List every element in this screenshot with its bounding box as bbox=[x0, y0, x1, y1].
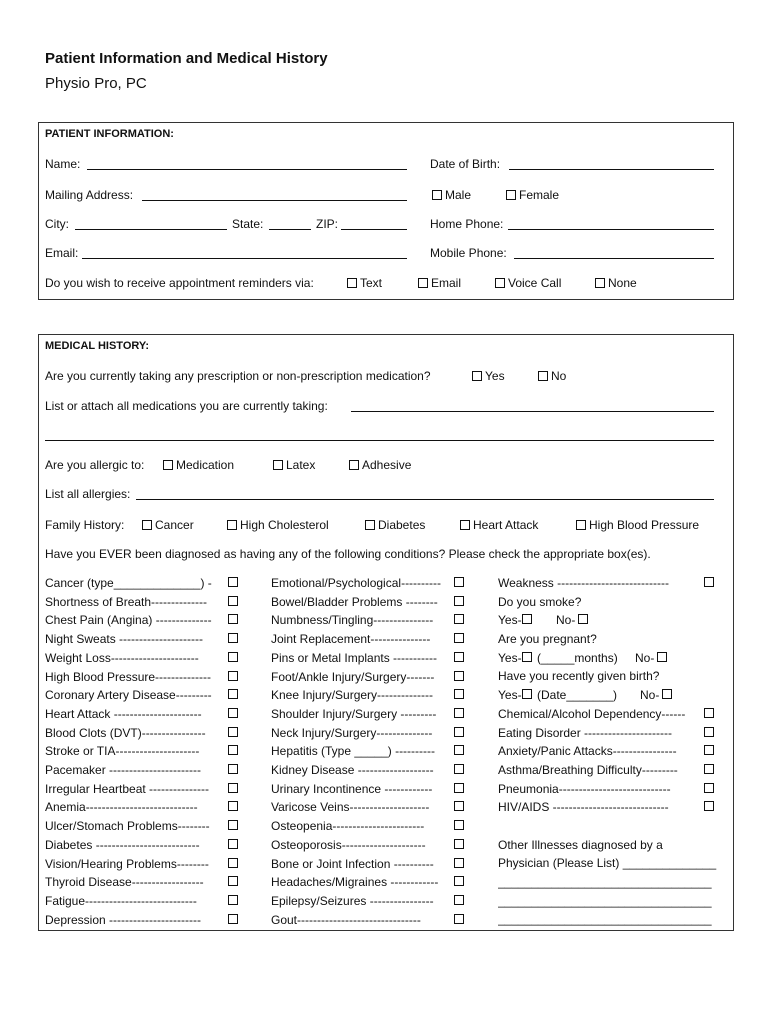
allergy-medication-checkbox[interactable] bbox=[163, 460, 173, 470]
condition-eating-disorder-checkbox[interactable] bbox=[704, 727, 714, 737]
rx-yes-checkbox[interactable] bbox=[472, 371, 482, 381]
reminder-text-option[interactable] bbox=[347, 276, 382, 290]
reminder-email-label: Email bbox=[431, 276, 462, 290]
condition-label: Thyroid Disease------------------ bbox=[45, 875, 204, 890]
conditions-question: Have you EVER been diagnosed as having any of the following conditions? Please check the appropriate box(es). bbox=[45, 547, 651, 561]
condition-anxiety: Anxiety/Panic Attacks---------------- bbox=[498, 744, 677, 758]
condition-checkbox[interactable] bbox=[454, 783, 464, 793]
condition-checkbox[interactable] bbox=[454, 895, 464, 905]
reminder-none-option[interactable] bbox=[595, 276, 637, 290]
zip-label: ZIP: bbox=[316, 217, 339, 231]
female-label: Female bbox=[519, 188, 560, 202]
given-birth-question: Have you recently given birth? bbox=[498, 669, 660, 683]
condition-label: Headaches/Migraines ------------ bbox=[271, 875, 439, 890]
condition-checkbox[interactable] bbox=[454, 801, 464, 811]
reminder-voice-option[interactable] bbox=[495, 276, 561, 290]
condition-pneumonia-checkbox[interactable] bbox=[704, 783, 714, 793]
birth-no-label: No- bbox=[640, 688, 660, 702]
condition-checkbox[interactable] bbox=[228, 820, 238, 830]
reminder-email-checkbox[interactable] bbox=[418, 278, 428, 288]
condition-label: Anemia---------------------------- bbox=[45, 800, 198, 815]
condition-label: Emotional/Psychological---------- bbox=[271, 576, 442, 590]
rx-no-label: No bbox=[551, 369, 567, 383]
condition-label: Kidney Disease ------------------- bbox=[271, 763, 434, 777]
condition-label: Hepatitis (Type _____) ---------- bbox=[271, 744, 436, 759]
fh-high-bp-option[interactable] bbox=[576, 518, 699, 532]
condition-label: Weight Loss---------------------- bbox=[45, 650, 199, 665]
medications-label: List or attach all medications you are currently taking: bbox=[45, 399, 328, 413]
patient-info-header: PATIENT INFORMATION: bbox=[45, 128, 174, 140]
condition-hiv: HIV/AIDS ----------------------------- bbox=[498, 800, 669, 814]
condition-chemical-dependency: Chemical/Alcohol Dependency------ bbox=[498, 707, 686, 721]
male-checkbox[interactable] bbox=[432, 190, 442, 200]
fh-cancer-checkbox[interactable] bbox=[142, 520, 152, 530]
condition-weakness: Weakness ---------------------------- bbox=[498, 576, 670, 590]
condition-label: Blood Clots (DVT)---------------- bbox=[45, 725, 206, 740]
condition-checkbox[interactable] bbox=[454, 727, 464, 737]
fh-diabetes-label: Diabetes bbox=[378, 518, 426, 532]
pregnant-no-label: No- bbox=[635, 651, 655, 665]
birth-no-checkbox[interactable] bbox=[662, 689, 672, 699]
condition-anxiety-checkbox[interactable] bbox=[704, 745, 714, 755]
condition-label: Knee Injury/Surgery-------------- bbox=[271, 688, 433, 703]
zip-field[interactable] bbox=[341, 229, 407, 230]
condition-label: Heart Attack ---------------------- bbox=[45, 706, 202, 721]
condition-checkbox[interactable] bbox=[228, 633, 238, 643]
condition-label: Gout------------------------------- bbox=[271, 912, 421, 927]
birth-date-field[interactable]: (Date_______) bbox=[537, 688, 618, 702]
condition-label: Joint Replacement--------------- bbox=[271, 632, 431, 647]
fh-cancer-option[interactable] bbox=[142, 518, 194, 532]
medications-field[interactable] bbox=[351, 411, 714, 412]
reminder-none-label: None bbox=[608, 276, 637, 290]
city-field[interactable] bbox=[75, 229, 227, 230]
mailing-address-field[interactable] bbox=[142, 200, 407, 201]
condition-checkbox[interactable] bbox=[454, 914, 464, 924]
allergy-latex-label: Latex bbox=[286, 458, 316, 472]
condition-checkbox[interactable] bbox=[454, 708, 464, 718]
condition-checkbox[interactable] bbox=[228, 876, 238, 886]
condition-checkbox[interactable] bbox=[228, 801, 238, 811]
pregnant-months-field[interactable]: (_____months) bbox=[537, 651, 618, 665]
condition-label: Urinary Incontinence ------------ bbox=[271, 781, 433, 796]
pregnant-question: Are you pregnant? bbox=[498, 632, 597, 646]
condition-checkbox[interactable] bbox=[454, 839, 464, 849]
city-label: City: bbox=[45, 217, 69, 231]
pregnant-yes-checkbox[interactable] bbox=[522, 652, 532, 662]
other-illnesses-field[interactable]: Physician (Please List) ______________ bbox=[498, 856, 717, 870]
condition-checkbox[interactable] bbox=[228, 895, 238, 905]
rx-yes-label: Yes bbox=[485, 369, 505, 383]
allergy-adhesive-label: Adhesive bbox=[362, 458, 412, 472]
condition-checkbox[interactable] bbox=[454, 652, 464, 662]
condition-asthma: Asthma/Breathing Difficulty--------- bbox=[498, 763, 678, 777]
mobile-phone-field[interactable] bbox=[514, 258, 714, 259]
fh-heart-attack-checkbox[interactable] bbox=[460, 520, 470, 530]
condition-label: Osteoporosis--------------------- bbox=[271, 837, 426, 852]
condition-checkbox[interactable] bbox=[228, 671, 238, 681]
fh-diabetes-option[interactable] bbox=[365, 518, 425, 532]
pregnant-yes-label: Yes- bbox=[498, 651, 522, 665]
condition-checkbox[interactable] bbox=[454, 671, 464, 681]
condition-checkbox[interactable] bbox=[228, 783, 238, 793]
female-checkbox[interactable] bbox=[506, 190, 516, 200]
condition-checkbox[interactable] bbox=[454, 876, 464, 886]
condition-label: Bowel/Bladder Problems -------- bbox=[271, 594, 438, 609]
condition-label: Bone or Joint Infection ---------- bbox=[271, 856, 434, 871]
fh-high-bp-checkbox[interactable] bbox=[576, 520, 586, 530]
condition-checkbox[interactable] bbox=[228, 858, 238, 868]
family-history-label: Family History: bbox=[45, 518, 125, 532]
smoke-yes-label: Yes- bbox=[498, 613, 522, 627]
state-label: State: bbox=[232, 217, 264, 231]
email-label: Email: bbox=[45, 246, 79, 260]
condition-label: Numbness/Tingling--------------- bbox=[271, 613, 434, 628]
condition-label: Fatigue---------------------------- bbox=[45, 893, 197, 908]
smoke-no-checkbox[interactable] bbox=[578, 614, 588, 624]
condition-pneumonia: Pneumonia---------------------------- bbox=[498, 782, 671, 796]
condition-checkbox[interactable] bbox=[228, 745, 238, 755]
condition-checkbox[interactable] bbox=[454, 764, 464, 774]
condition-label: Irregular Heartbeat --------------- bbox=[45, 781, 209, 796]
reminder-voice-checkbox[interactable] bbox=[495, 278, 505, 288]
condition-label: Ulcer/Stomach Problems-------- bbox=[45, 819, 210, 834]
condition-checkbox[interactable] bbox=[454, 614, 464, 624]
condition-label: Shortness of Breath-------------- bbox=[45, 594, 208, 609]
reminder-voice-label: Voice Call bbox=[508, 276, 562, 290]
condition-label: Stroke or TIA--------------------- bbox=[45, 744, 200, 759]
fh-diabetes-checkbox[interactable] bbox=[365, 520, 375, 530]
condition-checkbox[interactable] bbox=[228, 914, 238, 924]
allergy-medication-label: Medication bbox=[176, 458, 235, 472]
home-phone-field[interactable] bbox=[508, 229, 714, 230]
other-illnesses-line[interactable]: ________________________________ bbox=[498, 894, 712, 908]
condition-checkbox[interactable] bbox=[228, 764, 238, 774]
prescription-question: Are you currently taking any prescription or non-prescription medication? bbox=[45, 369, 431, 383]
smoke-question: Do you smoke? bbox=[498, 595, 582, 609]
pregnant-no-checkbox[interactable] bbox=[657, 652, 667, 662]
condition-checkbox[interactable] bbox=[454, 596, 464, 606]
male-label: Male bbox=[445, 188, 472, 202]
dob-field[interactable] bbox=[509, 169, 714, 170]
condition-eating-disorder: Eating Disorder ---------------------- bbox=[498, 726, 672, 740]
allergy-adhesive-option[interactable] bbox=[349, 458, 411, 472]
condition-label: Foot/Ankle Injury/Surgery------- bbox=[271, 669, 435, 684]
allergy-adhesive-checkbox[interactable] bbox=[349, 460, 359, 470]
condition-checkbox[interactable] bbox=[228, 839, 238, 849]
condition-checkbox[interactable] bbox=[228, 727, 238, 737]
condition-label: Vision/Hearing Problems-------- bbox=[45, 856, 209, 871]
mobile-phone-label: Mobile Phone: bbox=[430, 246, 507, 260]
condition-checkbox[interactable] bbox=[228, 577, 238, 587]
fh-cholesterol-option[interactable] bbox=[227, 518, 329, 532]
allergy-medication-option[interactable] bbox=[163, 458, 234, 472]
fh-heart-attack-label: Heart Attack bbox=[473, 518, 539, 532]
rx-yes-option[interactable] bbox=[472, 369, 505, 383]
condition-checkbox[interactable] bbox=[454, 858, 464, 868]
condition-label: Osteopenia----------------------- bbox=[271, 819, 425, 834]
condition-hiv-checkbox[interactable] bbox=[704, 801, 714, 811]
fh-cholesterol-checkbox[interactable] bbox=[227, 520, 237, 530]
condition-checkbox[interactable] bbox=[228, 614, 238, 624]
condition-checkbox[interactable] bbox=[454, 633, 464, 643]
allergic-question: Are you allergic to: bbox=[45, 458, 145, 472]
female-option[interactable] bbox=[506, 188, 559, 202]
condition-label: Pins or Metal Implants ----------- bbox=[271, 650, 438, 665]
condition-checkbox[interactable] bbox=[454, 820, 464, 830]
condition-label: High Blood Pressure-------------- bbox=[45, 669, 212, 684]
smoke-yes-checkbox[interactable] bbox=[522, 614, 532, 624]
state-field[interactable] bbox=[269, 229, 311, 230]
condition-asthma-checkbox[interactable] bbox=[704, 764, 714, 774]
fh-heart-attack-option[interactable] bbox=[460, 518, 538, 532]
reminder-email-option[interactable] bbox=[418, 276, 461, 290]
condition-label: Diabetes -------------------------- bbox=[45, 837, 200, 852]
condition-label: Chest Pain (Angina) -------------- bbox=[45, 613, 212, 628]
condition-label: Depression ----------------------- bbox=[45, 912, 201, 927]
condition-checkbox[interactable] bbox=[454, 577, 464, 587]
allergies-field[interactable] bbox=[136, 499, 714, 500]
page-title: Patient Information and Medical History bbox=[45, 50, 328, 67]
clinic-name: Physio Pro, PC bbox=[45, 75, 147, 92]
condition-label: Varicose Veins-------------------- bbox=[271, 800, 430, 815]
name-label: Name: bbox=[45, 157, 81, 171]
allergy-latex-option[interactable] bbox=[273, 458, 315, 472]
condition-checkbox[interactable] bbox=[228, 708, 238, 718]
condition-label: Shoulder Injury/Surgery --------- bbox=[271, 706, 437, 721]
mailing-address-label: Mailing Address: bbox=[45, 188, 134, 202]
rx-no-option[interactable] bbox=[538, 369, 566, 383]
email-field[interactable] bbox=[82, 258, 407, 259]
reminder-none-checkbox[interactable] bbox=[595, 278, 605, 288]
reminder-text-label: Text bbox=[360, 276, 383, 290]
fh-cancer-label: Cancer bbox=[155, 518, 194, 532]
condition-checkbox[interactable] bbox=[454, 689, 464, 699]
condition-weakness-checkbox[interactable] bbox=[704, 577, 714, 587]
smoke-no-label: No- bbox=[556, 613, 576, 627]
rx-no-checkbox[interactable] bbox=[538, 371, 548, 381]
condition-checkbox[interactable] bbox=[228, 596, 238, 606]
patient-information-section bbox=[38, 122, 734, 300]
birth-yes-checkbox[interactable] bbox=[522, 689, 532, 699]
condition-label: Epilepsy/Seizures ---------------- bbox=[271, 893, 434, 908]
condition-checkbox[interactable] bbox=[228, 652, 238, 662]
condition-checkbox[interactable] bbox=[228, 689, 238, 699]
reminders-question: Do you wish to receive appointment reminders via: bbox=[45, 276, 314, 290]
home-phone-label: Home Phone: bbox=[430, 217, 504, 231]
medical-history-header: MEDICAL HISTORY: bbox=[45, 340, 150, 352]
condition-label: Neck Injury/Surgery-------------- bbox=[271, 725, 433, 740]
dob-label: Date of Birth: bbox=[430, 157, 501, 171]
condition-label: Night Sweats --------------------- bbox=[45, 632, 203, 647]
birth-yes-label: Yes- bbox=[498, 688, 522, 702]
name-field[interactable] bbox=[87, 169, 407, 170]
condition-label: Cancer (type_____________) - bbox=[45, 576, 212, 590]
condition-label: Pacemaker ----------------------- bbox=[45, 763, 201, 777]
allergies-label: List all allergies: bbox=[45, 487, 131, 501]
reminder-text-checkbox[interactable] bbox=[347, 278, 357, 288]
condition-checkbox[interactable] bbox=[454, 745, 464, 755]
other-illnesses-label: Other Illnesses diagnosed by a bbox=[498, 838, 663, 852]
condition-chemical-dependency-checkbox[interactable] bbox=[704, 708, 714, 718]
other-illnesses-line[interactable]: ________________________________ bbox=[498, 912, 712, 926]
male-option[interactable] bbox=[432, 188, 471, 202]
fh-high-bp-label: High Blood Pressure bbox=[589, 518, 700, 532]
other-illnesses-line[interactable]: ________________________________ bbox=[498, 875, 712, 889]
fh-cholesterol-label: High Cholesterol bbox=[240, 518, 329, 532]
condition-label: Coronary Artery Disease--------- bbox=[45, 688, 212, 703]
allergy-latex-checkbox[interactable] bbox=[273, 460, 283, 470]
medications-field-2[interactable] bbox=[45, 440, 714, 441]
